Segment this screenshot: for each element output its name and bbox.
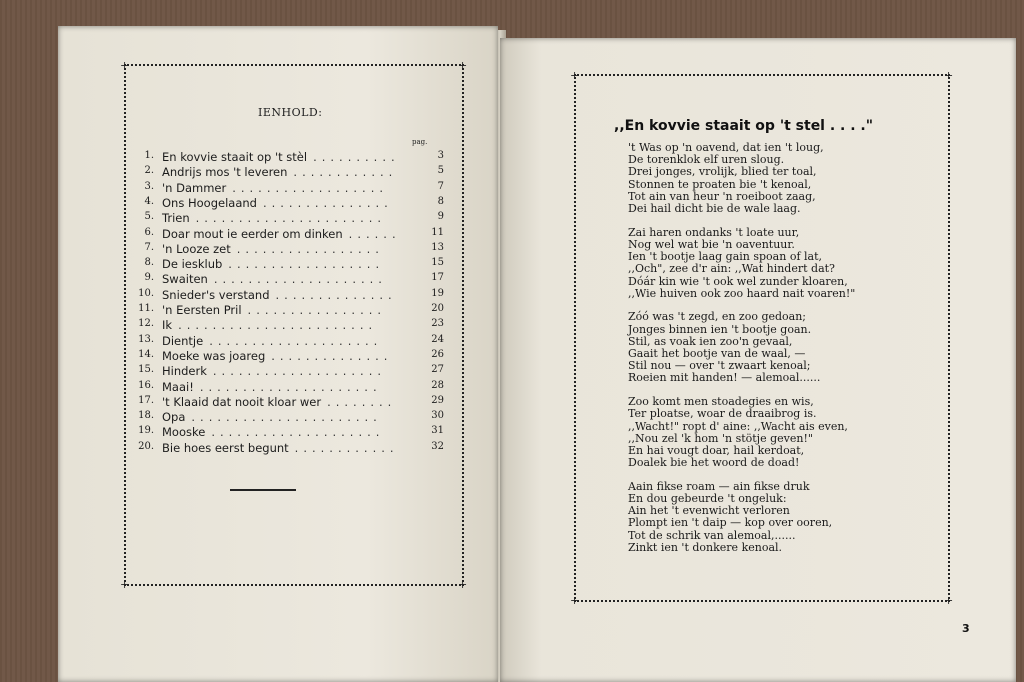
toc-entry-title: Maai! — [162, 379, 194, 394]
toc-entry-page: 7 — [437, 180, 444, 192]
toc-entry-number: 3. — [144, 180, 154, 192]
toc-entry — [132, 288, 452, 302]
toc-entry-number: 14. — [138, 348, 154, 360]
poem-line: Tot ain van heur 'n roeiboot zaag, — [628, 189, 816, 203]
toc-entry-page: 20 — [431, 303, 444, 314]
toc-entry-number: 18. — [138, 410, 154, 422]
toc-entry-number: 19. — [138, 425, 154, 437]
poem-line: 't Was op 'n oavend, dat ien 't loug, — [628, 141, 824, 154]
poem-line: Zóó was 't zegd, en zoo gedoan; — [628, 310, 807, 324]
toc-entry — [132, 395, 452, 409]
toc-leader-dots: ............ — [293, 165, 398, 180]
toc-entry — [132, 318, 452, 332]
toc-entry-title: Ik — [162, 318, 173, 333]
toc-entry — [132, 211, 452, 225]
border-corner-ornament: + — [120, 59, 130, 72]
toc-entry-title: Ons Hoogelaand — [162, 195, 257, 210]
toc-leader-dots: ....................... — [178, 318, 378, 333]
toc-entry-title: Hinderk — [162, 364, 207, 379]
poem-line: Zoo komt men stoadegies en wis, — [628, 395, 814, 409]
toc-leader-dots: .................. — [232, 180, 389, 195]
toc-entry — [132, 441, 452, 455]
poem-line: Drei jonges, vrolijk, blied ter toal, — [628, 165, 817, 179]
toc-entry-number: 4. — [144, 195, 154, 207]
toc-entry-number: 12. — [138, 318, 154, 330]
toc-entry-page: 19 — [431, 287, 444, 299]
toc-entry — [132, 364, 452, 378]
toc-entry-page: 27 — [431, 364, 444, 376]
toc-leader-dots: ................ — [247, 303, 387, 317]
border-corner-ornament: + — [944, 594, 954, 607]
toc-entry-number: 16. — [138, 379, 154, 391]
toc-entry-number: 17. — [138, 394, 154, 406]
toc-entry-page: 29 — [431, 394, 444, 406]
poem-line: De torenklok elf uren sloug. — [628, 153, 785, 167]
toc-entry-title: 't Klaaid dat nooit kloar wer — [162, 394, 322, 409]
poem-line: Zinkt ien 't donkere kenoal. — [628, 540, 783, 554]
toc-entry-title: Mooske — [162, 425, 206, 440]
toc-entry-page: 26 — [431, 348, 444, 360]
toc-entry-page: 28 — [431, 379, 444, 391]
poem-line: Roeien mit handen! — alemoal...... — [628, 371, 821, 385]
toc-entry — [132, 410, 452, 424]
poem-line: Dei hail dicht bie de wale laag. — [628, 202, 801, 215]
toc-entry — [132, 425, 452, 439]
toc-entry-title: En kovvie staait op 't stèl — [162, 150, 308, 164]
toc-entry-title: De iesklub — [162, 257, 223, 272]
toc-entry-title: Snieder's verstand — [162, 287, 270, 302]
toc-entry — [132, 334, 452, 348]
toc-entry-page: 31 — [431, 425, 444, 437]
toc-entry-page: 30 — [431, 410, 444, 422]
poem-line: Ain het 't evenwicht verloren — [628, 504, 790, 518]
toc-entry-page: 8 — [437, 195, 444, 207]
toc-leader-dots: ..................... — [199, 379, 382, 394]
toc-entry-title: 'n Dammer — [162, 180, 227, 195]
border-corner-ornament: + — [458, 59, 468, 72]
poem-title: ,,En kovvie staait op 't stel . . . ." — [614, 118, 874, 134]
toc-entry-title: Dientje — [162, 333, 204, 348]
poem-line: ,,Wacht!" ropt d' aine: ,,Wacht ais even, — [628, 419, 848, 433]
left-page — [58, 26, 498, 682]
toc-entry — [132, 380, 452, 394]
right-page — [500, 38, 1016, 682]
toc-entry — [132, 242, 452, 256]
poem-line: Stonnen te proaten bie 't kenoal, — [628, 177, 812, 191]
toc-entry-title: 'n Eersten Pril — [162, 303, 242, 317]
toc-entry — [132, 165, 452, 179]
toc-entry — [132, 150, 452, 164]
toc-entry — [132, 257, 452, 271]
toc-entry-page: 32 — [431, 440, 444, 452]
border-corner-ornament: + — [458, 578, 468, 591]
toc-entry-title: Swaiten — [162, 272, 208, 287]
toc-entry-number: 7. — [144, 241, 154, 253]
poem-line: ,,Nou zel 'k hom 'n stötje geven!" — [628, 431, 813, 445]
toc-leader-dots: .......... — [313, 150, 400, 164]
toc-heading: IENHOLD: — [258, 106, 323, 119]
toc-entry-page: 3 — [437, 150, 444, 161]
poem-line: Stil, as voak ien zoo'n gevaal, — [628, 334, 793, 348]
border-corner-ornament: + — [570, 69, 580, 82]
toc-entry-number: 6. — [144, 226, 154, 238]
toc-entry-number: 8. — [144, 257, 154, 269]
poem-line: Aain fikse roam — ain fikse druk — [628, 479, 810, 493]
toc-entry — [132, 196, 452, 210]
toc-leader-dots: .................... — [211, 425, 385, 440]
toc-entry-number: 1. — [144, 150, 154, 161]
poem-line: En dou gebeurde 't ongeluk: — [628, 492, 787, 505]
poem-line: Nog wel wat bie 'n oaventuur. — [628, 237, 795, 251]
toc-leader-dots: .................. — [228, 257, 385, 272]
toc-entry-page: 15 — [431, 257, 444, 269]
toc-entry-number: 13. — [138, 333, 154, 345]
toc-entry — [132, 227, 452, 241]
border-corner-ornament: + — [944, 69, 954, 82]
toc-entry-page: 11 — [431, 226, 444, 238]
toc-entry-number: 10. — [138, 287, 154, 299]
toc-entry-title: Moeke was joareg — [162, 348, 266, 363]
divider-line — [230, 489, 296, 491]
toc-entry-page: 5 — [437, 165, 444, 177]
toc-leader-dots: .................... — [212, 364, 387, 379]
toc-entry-page: 17 — [431, 272, 444, 284]
poem-line: Ien 't bootje laag gain spoan of lat, — [628, 250, 823, 264]
toc-entry-page: 13 — [431, 241, 444, 253]
poem-line: Dóár kin wie 't ook wel zunder kloaren, — [628, 274, 848, 288]
toc-entry-title: Doar mout ie eerder om dinken — [162, 226, 343, 241]
toc-entry — [132, 181, 452, 195]
toc-leader-dots: .................... — [209, 333, 383, 348]
poem-line: Ter ploatse, woar de draaibrog is. — [628, 407, 817, 421]
poem-line: Plompt ien 't daip — kop over ooren, — [628, 516, 833, 530]
toc-leader-dots: ........ — [327, 394, 397, 409]
toc-entry-number: 11. — [138, 303, 154, 314]
poem-line: Tot de schrik van alemoal,...... — [628, 528, 796, 542]
border-corner-ornament: + — [570, 594, 580, 607]
poem-line: Jonges binnen ien 't bootje goan. — [628, 322, 812, 336]
toc-entry-title: Opa — [162, 410, 186, 425]
toc-leader-dots: .............. — [271, 348, 393, 363]
poem-line: ,,Och", zee d'r ain: ,,Wat hindert dat? — [628, 262, 835, 276]
toc-page-column-label: pag. — [412, 138, 428, 146]
toc-leader-dots: ...... — [348, 226, 401, 241]
toc-leader-dots: ................. — [236, 241, 384, 256]
toc-entry-page: 9 — [437, 211, 444, 223]
poem-line: En hai vougt doar, hail kerdoat, — [628, 443, 805, 457]
toc-entry-title: 'n Looze zet — [162, 241, 231, 256]
page-number: 3 — [962, 622, 970, 635]
poem-line: Zai haren ondanks 't loate uur, — [628, 225, 800, 239]
toc-entry — [132, 349, 452, 363]
toc-entry-number: 5. — [144, 211, 154, 223]
toc-entry-number: 2. — [144, 165, 154, 177]
toc-leader-dots: ............ — [294, 440, 399, 455]
toc-entry-title: Bie hoes eerst begunt — [162, 440, 289, 455]
poem-line: Stil nou — over 't zwaart kenoal; — [628, 359, 811, 373]
toc-entry-page: 24 — [431, 333, 444, 345]
toc-entry-number: 9. — [144, 272, 154, 284]
toc-leader-dots: .................... — [213, 272, 387, 287]
border-corner-ornament: + — [120, 578, 130, 591]
poem-line: ,,Wie huiven ook zoo haard nait voaren!" — [628, 286, 856, 300]
toc-leader-dots: ...................... — [195, 211, 387, 226]
toc-entry-title: Trien — [162, 211, 190, 226]
toc-entry-title: Andrijs mos 't leveren — [162, 165, 288, 180]
toc-entry — [132, 272, 452, 286]
toc-entry-page: 23 — [431, 318, 444, 330]
toc-leader-dots: .............. — [275, 287, 397, 302]
toc-entry — [132, 303, 452, 317]
poem-line: Gaait het bootje van de waal, — — [628, 347, 806, 360]
toc-leader-dots: ...................... — [191, 410, 382, 425]
toc-entry-number: 20. — [138, 440, 154, 452]
toc-entry-number: 15. — [138, 364, 154, 376]
toc-leader-dots: ............... — [262, 195, 393, 210]
poem-line: Doalek bie het woord de doad! — [628, 456, 800, 470]
